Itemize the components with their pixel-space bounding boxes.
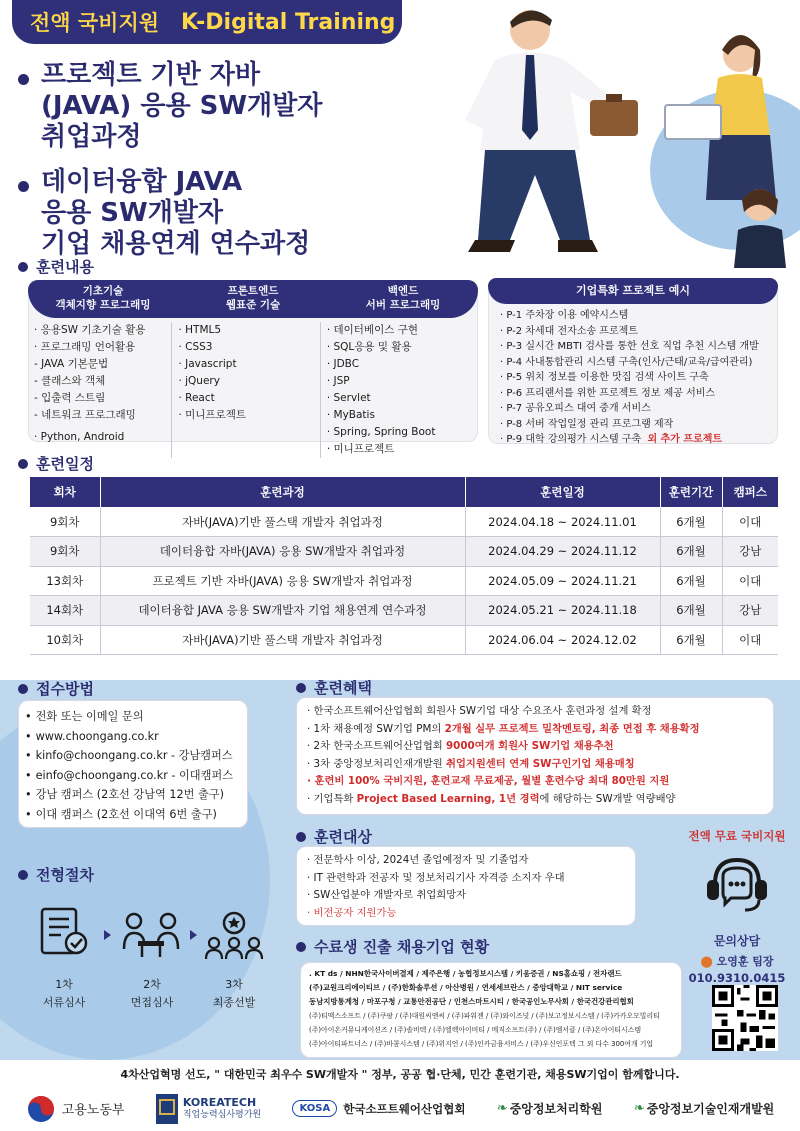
choongang-academy-logo: ❧ 중앙정보처리학원 <box>496 1101 603 1116</box>
list-item: - JAVA 기본문법 <box>34 358 109 370</box>
bullet-icon <box>296 942 306 952</box>
section-selection: 전형절차 <box>18 864 94 885</box>
projects-title: 기업특화 프로젝트 예시 <box>488 278 778 304</box>
list-item: · 미니프로젝트 <box>326 443 395 455</box>
email-idae-link[interactable]: • einfo@choongang.co.kr - 이대캠퍼스 <box>25 768 234 782</box>
list-item: · 한국소프트웨어산업협회 회원사 SW기업 대상 수요조사 훈련과정 설계 확정 <box>307 705 652 717</box>
list-item: · SW산업분야 개발자로 취업희망자 <box>307 889 467 901</box>
projects-list <box>500 308 776 448</box>
koreatech-logo: KOREATECH 직업능력심사평가원 <box>156 1094 261 1124</box>
section-companies: 수료생 진출 채용기업 현황 <box>296 936 489 957</box>
list-item: - 입출력 스트림 <box>34 392 106 404</box>
list-item: · 비전공자 지원가능 <box>307 906 397 919</box>
section-target: 훈련대상 <box>296 826 372 847</box>
list-item: (주)교원크리에이티브 / (주)한화솔루션 / 아산병원 / 연세세브란스 / 중앙대학교 / NIT service <box>309 983 623 992</box>
list-item: · 미니프로젝트 <box>178 409 246 421</box>
companies-box <box>300 962 682 1058</box>
table-row: 9회차 자바(JAVA)기반 풀스택 개발자 취업과정 2024.04.18 ~ 2024.11.01 6개월 이대 <box>30 507 778 537</box>
benefit-box <box>296 697 774 815</box>
curriculum-header <box>28 280 478 318</box>
list-item: · P-5 위치 정보를 이용한 맛집 검색 사이트 구축 <box>500 372 709 383</box>
footer-logos <box>0 1086 800 1131</box>
badge-text: 전액 국비지원 <box>30 11 160 35</box>
location-pin-icon: ⬤ <box>700 955 713 968</box>
choongang-leaf-icon: ❧ <box>633 1101 645 1116</box>
step-2: 2차 면접심사 <box>130 978 174 1009</box>
list-item: · P-6 프리랜서를 위한 프로젝트 정보 제공 서비스 <box>500 387 716 399</box>
header-badge <box>12 0 402 44</box>
bullet-icon <box>18 262 28 272</box>
contact-title: 전액 무료 국비지원 <box>688 829 786 843</box>
column-header: 훈련일정 <box>465 477 660 507</box>
business-people-illustration <box>440 0 800 268</box>
taegeuk-icon <box>26 1094 56 1124</box>
section-schedule: 훈련일정 <box>18 453 94 474</box>
list-item: • 이대 캠퍼스 (2호선 이대역 6번 출구) <box>25 807 217 821</box>
bottom-note: 4차산업혁명 선도, " 대한민국 최우수 SW개발자 " 정부, 공공 협·단체, 민간 훈련기관, 채용SW기업이 함께합니다. <box>120 1068 680 1081</box>
curriculum-header-frontend: 프론트엔드 웹표준 기술 <box>225 285 281 311</box>
contact-panel <box>682 828 792 985</box>
curriculum-col-basic <box>34 322 165 458</box>
list-item: · Javascript <box>178 358 237 370</box>
divider <box>171 322 172 458</box>
list-item: · P-2 차세대 전자소송 프로젝트 <box>500 325 638 337</box>
list-item: - 클래스와 객체 <box>34 375 106 387</box>
list-item: · 기업특화 Project Based Learning, 1년 경력에 해당하는 SW개발 역량배양 <box>307 792 676 805</box>
badge-brand: K-Digital Training <box>181 9 396 35</box>
list-item: · CSS3 <box>178 341 213 353</box>
list-item: · 데이터베이스 구현 <box>326 324 418 336</box>
list-item: · Spring, Spring Boot <box>326 426 436 438</box>
column-header: 캠퍼스 <box>722 477 778 507</box>
document-review-icon <box>36 905 92 961</box>
arrow-right-icon <box>104 930 111 940</box>
list-item: · HTML5 <box>178 324 222 336</box>
list-item: · JDBC <box>326 358 360 370</box>
headset-chat-icon <box>701 854 773 916</box>
list-item: · P-4 사내통합관리 시스템 구축(인사/근태/교육/급여관리) <box>500 356 753 368</box>
table-header-row <box>30 477 778 507</box>
course-title-2: 데이터융합 JAVA 응용 SW개발자 기업 채용연계 연수과정 <box>18 167 488 260</box>
list-item: · 응용SW 기초기술 활용 <box>34 324 146 336</box>
choongang-leaf-icon: ❧ <box>496 1101 508 1116</box>
website-link[interactable]: • www.choongang.co.kr <box>25 729 159 743</box>
list-item: - 네트워크 프로그래밍 <box>34 409 136 421</box>
table-row: 10회차 자바(JAVA)기반 풀스택 개발자 취업과정 2024.06.04 ~ 2024.12.02 6개월 이대 <box>30 625 778 655</box>
list-item: · P-1 주차장 이용 예약시스템 <box>500 310 629 321</box>
schedule-table <box>30 477 778 655</box>
choongang-institute-logo: ❧ 중앙정보기술인재개발원 <box>633 1101 775 1116</box>
list-item: · 1차 채용예정 SW기업 PM의 2개월 실무 프로젝트 밀착멘토링, 최종 면접 후 채용확정 <box>307 722 700 735</box>
inquiry-label: 문의상담 <box>713 934 761 948</box>
list-item: · P-3 실시간 MBTI 검사를 통한 선호 직업 추천 시스템 개발 <box>500 341 759 352</box>
list-item: · 3차 중앙정보처리인재개발원 취업지원센터 연계 SW구인기업 채용매칭 <box>307 757 635 770</box>
bullet-icon <box>296 683 306 693</box>
list-item: · JSP <box>326 375 350 387</box>
list-item: · MyBatis <box>326 409 375 421</box>
arrow-right-icon <box>190 930 197 940</box>
target-box <box>296 846 636 926</box>
section-apply: 접수방법 <box>18 678 94 699</box>
section-benefit: 훈련혜택 <box>296 677 372 698</box>
column-header: 회차 <box>30 477 100 507</box>
curriculum-columns <box>34 322 474 458</box>
section-curriculum: 훈련내용 <box>18 256 94 277</box>
column-header: 훈련기간 <box>660 477 722 507</box>
moel-logo: 고용노동부 <box>26 1094 125 1124</box>
list-item: (주)아이티파트너스 / (주)바콤시스템 / (주)위지언 / (주)인카금융서비스 / (주)우신인포텍 그 외 다수 300여개 기업 <box>309 1040 654 1048</box>
list-item: · Servlet <box>326 392 371 404</box>
list-item: · P-9 대학 강의평가 시스템 구축 외 추가 프로젝트 <box>500 434 723 445</box>
list-item: · IT 관련학과 전공자 및 정보처리기사 자격증 소지자 우대 <box>307 871 565 884</box>
column-header: 훈련과정 <box>100 477 465 507</box>
bullet-icon <box>18 459 28 469</box>
bullet-icon <box>18 870 28 880</box>
kosa-logo: KOSA 한국소프트웨어산업협회 <box>292 1100 465 1117</box>
course-title-1: 프로젝트 기반 자바 (JAVA) 응용 SW개발자 취업과정 <box>18 60 488 153</box>
list-item: · 훈련비 100% 국비지원, 훈련교재 무료제공, 월별 훈련수당 최대 80만원 지원 <box>307 775 670 788</box>
list-item: . KT ds / NHN한국사이버결제 / 제주은행 / 농협정보시스템 / 키움증권 / NS홈쇼핑 / 전자랜드 <box>309 969 622 978</box>
table-row: 9회차 데이터융합 자바(JAVA) 응용 SW개발자 취업과정 2024.04.29 ~ 2024.11.12 6개월 강남 <box>30 537 778 567</box>
step-3: 3차 최종선발 <box>212 978 256 1009</box>
list-item: · jQuery <box>178 375 220 387</box>
qr-code-icon[interactable] <box>712 985 778 1051</box>
bullet-icon <box>18 684 28 694</box>
list-item: · Python, Android <box>34 431 125 443</box>
table-row: 13회차 프로젝트 기반 자바(JAVA) 응용 SW개발자 취업과정 2024.05.09 ~ 2024.11.21 6개월 이대 <box>30 566 778 596</box>
list-item: (주)아이온커뮤니케이션즈 / (주)솔비텍 / (주)엘렉아이비티 / 메직소프트(주) / (주)엠서클 / (주)온아이티시스템 <box>309 1026 642 1034</box>
list-item: · SQL응용 및 활용 <box>326 341 412 353</box>
list-item: · React <box>178 392 215 404</box>
apply-box <box>18 700 248 828</box>
bullet-icon <box>18 181 29 192</box>
list-item: · 프로그래밍 언어활용 <box>34 341 136 353</box>
curriculum-header-basic: 기초기술 객체지향 프로그래밍 <box>55 285 151 311</box>
list-item: • 전화 또는 이메일 문의 <box>25 710 144 723</box>
list-item: · P-7 공유오피스 대여 중개 서비스 <box>500 403 651 414</box>
koreatech-emblem-icon <box>156 1094 178 1124</box>
bullet-icon <box>18 74 29 85</box>
list-item: · 2차 한국소프트웨어산업협회 9000여개 회원사 SW기업 채용추천 <box>307 740 614 753</box>
list-item: • 강남 캠퍼스 (2호선 강남역 12번 출구) <box>25 788 224 801</box>
email-gangnam-link[interactable]: • kinfo@choongang.co.kr - 강남캠퍼스 <box>25 749 233 762</box>
interview-icon <box>120 905 182 961</box>
list-item: · P-8 서버 작업일정 관리 프로그램 제작 <box>500 418 674 430</box>
divider <box>320 322 321 458</box>
curriculum-col-frontend <box>178 322 313 458</box>
contact-phone[interactable]: 010.9310.0415 <box>688 971 786 985</box>
curriculum-col-backend <box>327 322 474 458</box>
list-item: (주)티맥스소프트 / (주)쿠팡 / (주)대원씨앤씨 / (주)파워젠 / (주)와이즈넛 / (주)보고정보시스템 / (주)카카오모빌리티 <box>309 1012 660 1020</box>
extra-projects-note: 외 추가 프로젝트 <box>647 434 723 445</box>
bullet-icon <box>296 832 306 842</box>
step-1: 1차 서류심사 <box>42 978 86 1009</box>
list-item: 동남지방통계청 / 마포구청 / 교통안전공단 / 인천스마트시티 / 한국공인노무사회 / 한국건강관리협회 <box>309 997 634 1006</box>
curriculum-header-backend: 백엔드 서버 프로그래밍 <box>365 285 441 311</box>
course-titles <box>18 60 488 274</box>
final-selection-icon <box>204 903 264 963</box>
contact-name: ⬤ 오영훈 팀장 <box>700 955 774 968</box>
table-row: 14회차 데이터융합 JAVA 응용 SW개발자 기업 채용연계 연수과정 2024.05.21 ~ 2024.11.18 6개월 강남 <box>30 596 778 626</box>
list-item: · 전문학사 이상, 2024년 졸업예정자 및 기졸업자 <box>307 854 529 866</box>
